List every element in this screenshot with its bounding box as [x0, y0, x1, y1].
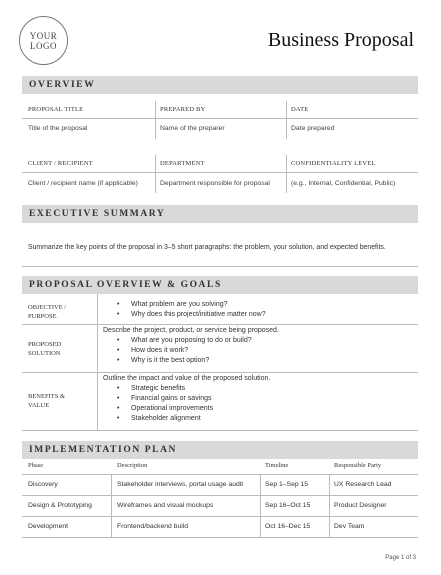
table-cell: Sep 1–Sep 15: [265, 481, 309, 488]
prepared-by-label: PREPARED BY: [160, 106, 206, 113]
divider: [111, 474, 112, 537]
benefits-value-content: [103, 374, 270, 424]
table-cell: Stakeholder interviews, portal usage audit: [117, 481, 244, 488]
divider: [22, 430, 418, 431]
logo-placeholder: [19, 16, 68, 65]
divider: [286, 101, 287, 139]
confidentiality-value: (e.g., Internal, Confidential, Public): [291, 180, 396, 187]
proposal-title-label: PROPOSAL TITLE: [28, 106, 84, 113]
divider: [22, 324, 418, 325]
table-cell: UX Research Lead: [334, 481, 392, 488]
logo-text-line2: LOGO: [30, 40, 57, 51]
column-header-timeline: Timeline: [265, 462, 289, 469]
table-cell: Frontend/backend build: [117, 523, 189, 530]
divider: [260, 474, 261, 537]
department-label: DEPARTMENT: [160, 160, 205, 167]
date-value: Date prepared: [291, 125, 335, 132]
objective-purpose-label: OBJECTIVE / PURPOSE: [28, 304, 67, 320]
list-item: • How does it work?: [103, 346, 279, 356]
table-cell: Wireframes and visual mockups: [117, 502, 214, 509]
divider: [22, 537, 418, 538]
divider: [22, 372, 418, 373]
divider: [97, 294, 98, 430]
list-item: • Why is it the best option?: [103, 356, 279, 366]
divider: [22, 118, 418, 119]
logo-text-line1: YOUR: [29, 30, 58, 41]
divider: [155, 101, 156, 139]
table-cell: Oct 16–Dec 15: [265, 523, 311, 530]
column-header-description: Description: [117, 462, 148, 469]
divider: [22, 474, 418, 475]
confidentiality-label: CONFIDENTIALITY LEVEL: [291, 160, 376, 167]
executive-summary-text: Summarize the key points of the proposal in 3–5 short paragraphs: the problem, your solution, and expected benefits.: [28, 244, 386, 251]
divider: [22, 516, 418, 517]
document-title: Business Proposal: [267, 29, 414, 51]
list-item: • Why does this project/initiative matter now?: [103, 310, 266, 320]
section-heading-implementation-plan: IMPLEMENTATION PLAN: [22, 441, 418, 459]
divider: [22, 266, 418, 267]
list-item: • What are you proposing to do or build?: [103, 336, 279, 346]
proposed-solution-intro: Describe the project, product, or service being proposed.: [103, 327, 279, 334]
list-item: • Financial gains or savings: [103, 394, 270, 404]
column-header-responsible-party: Responsible Party: [334, 462, 382, 469]
table-cell: Development: [28, 523, 69, 530]
client-recipient-label: CLIENT / RECIPIENT: [28, 160, 93, 167]
section-heading-executive-summary: EXECUTIVE SUMMARY: [22, 205, 418, 223]
objective-purpose-content: [103, 300, 266, 320]
divider: [22, 495, 418, 496]
section-heading-goals: PROPOSAL OVERVIEW & GOALS: [22, 276, 418, 294]
divider: [286, 155, 287, 193]
column-header-phase: Phase: [28, 462, 44, 469]
table-cell: Design & Prototyping: [28, 502, 92, 509]
department-value: Department responsible for proposal: [160, 180, 270, 187]
divider: [22, 172, 418, 173]
list-item: • Operational improvements: [103, 404, 270, 414]
benefits-value-label: BENEFITS & VALUE: [28, 393, 66, 409]
table-cell: Sep 16–Oct 15: [265, 502, 311, 509]
list-item: • Stakeholder alignment: [103, 414, 270, 424]
list-item: • What problem are you solving?: [103, 300, 266, 310]
divider: [329, 474, 330, 537]
proposed-solution-label: PROPOSED SOLUTION: [28, 341, 62, 357]
page-number: Page 1 of 3: [385, 555, 416, 561]
benefits-value-intro: Outline the impact and value of the proposed solution.: [103, 375, 271, 382]
table-cell: Dev Team: [334, 523, 365, 530]
date-label: DATE: [291, 106, 309, 113]
client-recipient-value: Client / recipient name (if applicable): [28, 180, 138, 187]
section-heading-overview: OVERVIEW: [22, 76, 418, 94]
proposal-title-value: Title of the proposal: [28, 125, 88, 132]
prepared-by-value: Name of the preparer: [160, 125, 225, 132]
proposed-solution-content: [103, 326, 279, 366]
table-cell: Discovery: [28, 481, 58, 488]
list-item: • Strategic benefits: [103, 384, 270, 394]
divider: [155, 155, 156, 193]
table-cell: Product Designer: [334, 502, 387, 509]
